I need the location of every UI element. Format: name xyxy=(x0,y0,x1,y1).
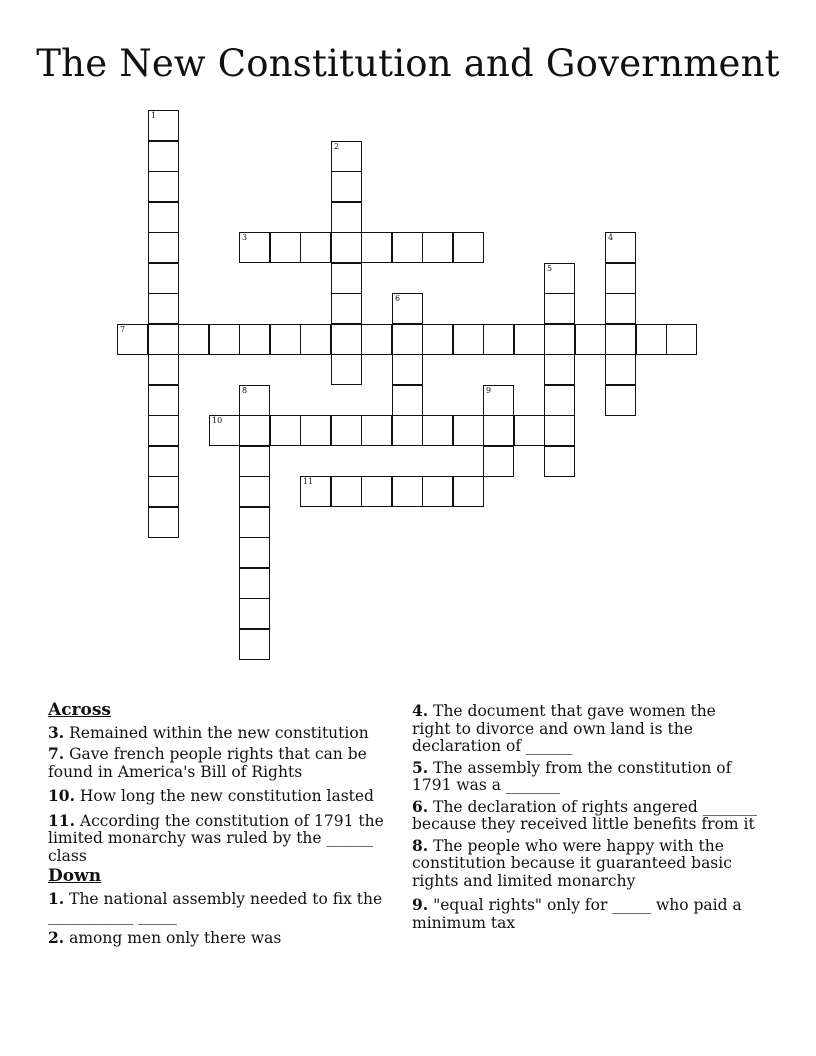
grid-cell[interactable] xyxy=(361,476,392,507)
grid-cell[interactable] xyxy=(331,324,362,355)
clue-text: The people who were happy with the constitution because it guaranteed basic rights and limited monarchy xyxy=(412,836,732,890)
grid-cell[interactable] xyxy=(239,598,270,629)
grid-cell[interactable] xyxy=(544,415,575,446)
grid-cell[interactable] xyxy=(239,629,270,660)
grid-cell[interactable] xyxy=(392,476,423,507)
grid-cell[interactable] xyxy=(148,324,179,355)
grid-cell[interactable] xyxy=(544,354,575,385)
grid-cell[interactable] xyxy=(575,324,606,355)
down-heading: Down xyxy=(48,866,102,886)
down-clue-4 xyxy=(412,702,757,756)
grid-cell[interactable] xyxy=(605,324,636,355)
grid-cell[interactable] xyxy=(148,293,179,324)
clue-number: 11. xyxy=(48,810,75,830)
grid-cell[interactable] xyxy=(422,415,453,446)
grid-cell[interactable] xyxy=(392,324,423,355)
grid-cell[interactable] xyxy=(514,415,545,446)
grid-cell[interactable] xyxy=(483,446,514,477)
clue-number: 4. xyxy=(412,701,429,720)
down-clue-2 xyxy=(48,929,393,948)
clue-number-label: 9 xyxy=(486,386,492,395)
grid-cell[interactable] xyxy=(392,232,423,263)
grid-cell[interactable] xyxy=(605,385,636,416)
grid-cell[interactable] xyxy=(392,293,423,324)
grid-cell[interactable] xyxy=(636,324,667,355)
grid-cell[interactable] xyxy=(453,324,484,355)
grid-cell[interactable] xyxy=(239,507,270,538)
grid-cell[interactable] xyxy=(483,415,514,446)
across-heading: Across xyxy=(48,700,111,720)
clue-text: How long the new constitution lasted xyxy=(74,787,374,805)
grid-cell[interactable] xyxy=(544,324,575,355)
grid-cell[interactable] xyxy=(544,385,575,416)
grid-cell[interactable] xyxy=(148,263,179,294)
grid-cell[interactable] xyxy=(605,293,636,324)
clue-number: 6. xyxy=(412,796,429,816)
grid-cell[interactable] xyxy=(270,232,301,263)
grid-cell[interactable] xyxy=(239,385,270,416)
grid-cell[interactable] xyxy=(392,385,423,416)
grid-cell[interactable] xyxy=(605,232,636,263)
puzzle-title: The New Constitution and Government xyxy=(36,42,780,85)
clue-number: 8. xyxy=(412,835,429,855)
grid-cell[interactable] xyxy=(148,110,179,141)
grid-cell[interactable] xyxy=(422,324,453,355)
clue-number: 7. xyxy=(48,744,65,763)
grid-cell[interactable] xyxy=(300,232,331,263)
down-clue-6 xyxy=(412,798,757,834)
grid-cell[interactable] xyxy=(148,232,179,263)
grid-cell[interactable] xyxy=(148,415,179,446)
grid-cell[interactable] xyxy=(148,354,179,385)
clue-text: The national assembly needed to fix the ___________ _____ xyxy=(48,889,383,925)
clue-number-label: 11 xyxy=(303,477,314,486)
across-clue-7 xyxy=(48,745,393,781)
clues-left-column xyxy=(48,702,393,950)
crossword-grid xyxy=(117,110,717,670)
grid-cell[interactable] xyxy=(239,232,270,263)
grid-cell[interactable] xyxy=(148,141,179,172)
clue-number-label: 3 xyxy=(242,233,248,242)
grid-cell[interactable] xyxy=(209,415,240,446)
clue-number: 2. xyxy=(48,927,65,947)
across-clue-11 xyxy=(48,812,393,866)
grid-cell[interactable] xyxy=(270,324,301,355)
grid-cell[interactable] xyxy=(239,476,270,507)
across-clue-3 xyxy=(48,724,393,743)
grid-cell[interactable] xyxy=(483,385,514,416)
clue-text: The document that gave women the right to divorce and own land is the declaration of ______ xyxy=(412,702,716,755)
grid-cell[interactable] xyxy=(331,263,362,294)
grid-cell[interactable] xyxy=(148,202,179,233)
clue-number-label: 7 xyxy=(120,325,126,334)
grid-cell[interactable] xyxy=(239,446,270,477)
grid-cell[interactable] xyxy=(239,324,270,355)
grid-cell[interactable] xyxy=(209,324,240,355)
clue-number-label: 5 xyxy=(547,264,553,273)
clue-number-label: 2 xyxy=(334,142,340,151)
clue-text: According the constitution of 1791 the limited monarchy was ruled by the ______ class xyxy=(48,811,384,865)
grid-cell[interactable] xyxy=(331,202,362,233)
grid-cell[interactable] xyxy=(422,476,453,507)
grid-cell[interactable] xyxy=(361,324,392,355)
across-clue-10 xyxy=(48,787,393,806)
clue-text: Gave french people rights that can be found in America's Bill of Rights xyxy=(48,745,367,781)
grid-cell[interactable] xyxy=(605,354,636,385)
grid-cell[interactable] xyxy=(331,476,362,507)
clue-text: The declaration of rights angered _______ because they received little benefits from it xyxy=(412,797,757,833)
clue-number-label: 6 xyxy=(395,294,401,303)
grid-cell[interactable] xyxy=(331,293,362,324)
grid-cell[interactable] xyxy=(148,476,179,507)
down-clue-8 xyxy=(412,837,757,891)
grid-cell[interactable] xyxy=(239,568,270,599)
grid-cell[interactable] xyxy=(239,415,270,446)
grid-cell[interactable] xyxy=(331,171,362,202)
grid-cell[interactable] xyxy=(544,263,575,294)
down-clue-1 xyxy=(48,890,393,926)
grid-cell[interactable] xyxy=(178,324,209,355)
clue-number: 5. xyxy=(412,757,429,777)
grid-cell[interactable] xyxy=(270,415,301,446)
grid-cell[interactable] xyxy=(300,324,331,355)
grid-cell[interactable] xyxy=(422,232,453,263)
clue-text: The assembly from the constitution of 1791 was a _______ xyxy=(412,758,732,794)
clue-number-label: 1 xyxy=(151,111,157,120)
grid-cell[interactable] xyxy=(361,415,392,446)
down-clue-5 xyxy=(412,759,757,795)
grid-cell[interactable] xyxy=(331,232,362,263)
grid-cell[interactable] xyxy=(148,446,179,477)
grid-cell[interactable] xyxy=(148,171,179,202)
grid-cell[interactable] xyxy=(605,263,636,294)
grid-cell[interactable] xyxy=(117,324,148,355)
grid-cell[interactable] xyxy=(666,324,697,355)
clue-text: among men only there was xyxy=(64,928,282,947)
grid-cell[interactable] xyxy=(331,354,362,385)
clues-right-column xyxy=(412,702,757,935)
down-clue-9 xyxy=(412,896,757,932)
clue-number: 9. xyxy=(412,895,429,914)
clue-number: 3. xyxy=(48,722,65,742)
grid-cell[interactable] xyxy=(331,141,362,172)
grid-cell[interactable] xyxy=(392,415,423,446)
grid-cell[interactable] xyxy=(544,293,575,324)
clue-text: Remained within the new constitution xyxy=(64,723,369,742)
clue-number: 1. xyxy=(48,888,65,908)
clue-text: "equal rights" only for _____ who paid a minimum tax xyxy=(412,896,742,932)
clue-number-label: 4 xyxy=(608,233,614,242)
grid-cell[interactable] xyxy=(483,324,514,355)
clue-number-label: 8 xyxy=(242,386,248,395)
grid-cell[interactable] xyxy=(148,507,179,538)
grid-cell[interactable] xyxy=(392,354,423,385)
grid-cell[interactable] xyxy=(453,415,484,446)
grid-cell[interactable] xyxy=(361,232,392,263)
grid-cell[interactable] xyxy=(544,446,575,477)
grid-cell[interactable] xyxy=(239,537,270,568)
clue-number-label: 10 xyxy=(212,416,223,425)
grid-cell[interactable] xyxy=(148,385,179,416)
grid-cell[interactable] xyxy=(331,415,362,446)
grid-cell[interactable] xyxy=(300,476,331,507)
grid-cell[interactable] xyxy=(300,415,331,446)
grid-cell[interactable] xyxy=(514,324,545,355)
grid-cell[interactable] xyxy=(453,476,484,507)
clue-number: 10. xyxy=(48,786,75,805)
grid-cell[interactable] xyxy=(453,232,484,263)
